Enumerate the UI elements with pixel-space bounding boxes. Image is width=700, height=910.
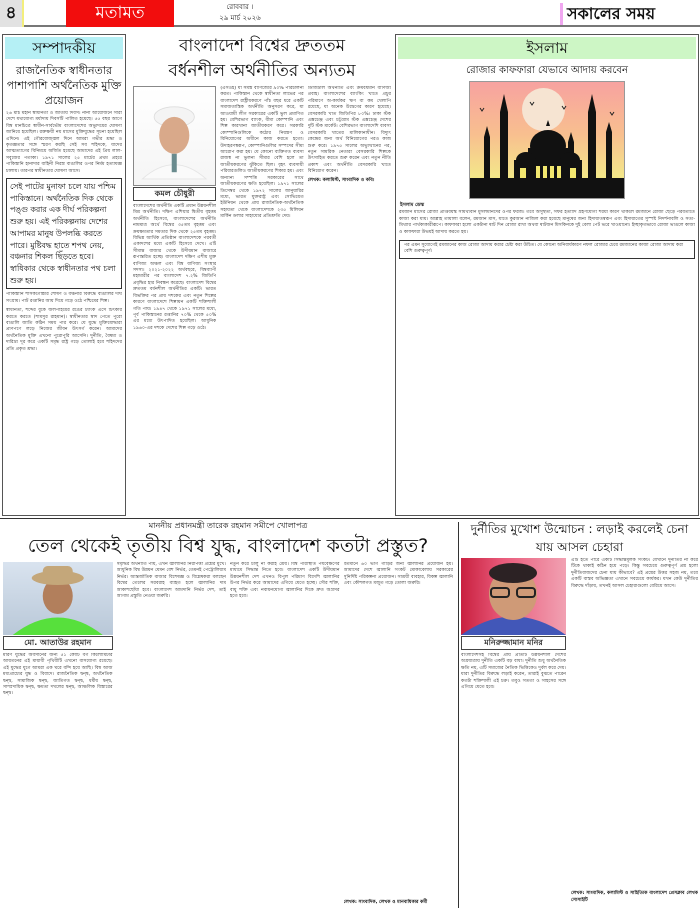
author-caption: কমল চৌধুরী — [133, 187, 216, 201]
open-letter-col2-wrap — [117, 562, 227, 906]
open-letter-col4-wrap — [344, 562, 454, 906]
editorial-box-title: সম্পাদকীয় — [5, 37, 123, 59]
islam-title: রোজার কাফফারা যেভাবে আদায় করবেন — [466, 65, 628, 76]
open-letter-kicker: মাননীয় প্রধানমন্ত্রী তারেক রহমান সমীপে খোলাপত্র — [148, 521, 308, 530]
day-label: রোববার । — [226, 3, 254, 11]
mosque-silhouette-icon — [470, 82, 625, 199]
author-photo — [133, 86, 216, 186]
corruption-section — [461, 520, 698, 908]
corruption-col2-wrap — [571, 558, 698, 904]
editorial-side-text: পাকিস্তানি শাসকগোষ্ঠীর শোষণ ও বঞ্চনার বিরুদ্ধে বাঙালির দীর্ঘ সংগ্রাম। পাট রপ্তানির আয় দিয়ে গড়ে ওঠে পশ্চিমের শিল্প। — [6, 292, 122, 304]
corruption-author-caption: মনিরুজ্জামান মনির — [461, 636, 566, 650]
corruption-byline: লেখক: সাংবাদিক, কলামিস্ট ও সাহিত্যিক বাংলাদেশ প্রেসক্লাব লেখক সোসাইটি — [571, 891, 698, 903]
main-article-col3-wrap — [308, 86, 391, 514]
main-article-col1-wrap — [133, 86, 216, 514]
open-letter-section — [0, 520, 456, 908]
section-divider — [0, 518, 700, 519]
editorial-pull-quote: সেই পাটের মুনাফা চলে যায় পশ্চিম পাকিস্তানে। অর্থনৈতিক দিক থেকে পঙ্গু করার এক দীর্ঘ পরিকল্পনা শুরু হয়। এই পরিকল্পনায় দেশের আপামর মানুষ উপলব্ধি করতে পারে। মুষ্টিবদ্ধ হাতে শপথ নেয়, বঞ্চনার শিকল ছিঁড়তে হবে। স্বাধিকার থেকে স্বাধীনতার পথ চলা শুরু হয়। — [6, 178, 122, 289]
open-letter-col3: নতুন করে চালু না করাই শ্রেয়। বিশ্ব পরিস্থিতি পর্যবেক্ষণের মাধ্যমে সিদ্ধান্ত নিতে হবে। বাংলাদেশ একটি উদীয়মান উন্নয়নশীল দেশ এখনও বিপুল পরিমাণ বিদেশি জ্বালানির উপর নির্ভর করে আমাদের এগিয়ে যেতে হচ্ছে। সৌর শক্তি, বায়ু শক্তি এবং নবায়নযোগ্য জ্বালানির দিকে দ্রুত অগ্রসর হতে হবে। — [230, 562, 340, 600]
corruption-col2: এটি হতে পারে একটি সিদ্ধান্তমূলক সংকট। যেখানে দুর্নীতির না করে টিকে থাকাই কঠিন হয়ে পড়ে। কিন্তু সবচেয়ে গুরুত্বপূর্ণ প্রশ্ন হলো দুর্নীতিবাজদের চেনা যায় কীভাবে? এই প্রশ্নের উত্তর সহজ নয়, তবে একটি বাস্তব অভিজ্ঞতা এখানে সবচেয়ে কার্যকর। যখন কেউ দুর্নীতির বিরুদ্ধে দাঁড়ায়, তখনই আসল চেহারাগুলো বেরিয়ে আসে। — [571, 558, 698, 589]
section-label: মতামত — [66, 0, 174, 27]
page-header — [0, 0, 700, 27]
main-article — [133, 34, 391, 516]
corruption-col1-wrap — [461, 558, 566, 904]
corruption-body — [461, 558, 698, 904]
main-article-col2: (এসওই) যা সমস্ত বাণিজ্যের ৯০% পরিচালনা করত। পাকিস্তান থেকে স্বাধীনতা লাভের পর বাংলাদেশ রাষ্ট্রীয়করণে পাঁচ বছর ধরে একটি সমাজতান্ত্রিক অর্থনীতি অনুসরণ করে, যা আওয়ামী লীগ সরকারের একটি ভুল প্রমাণিত হয়। বেশিরভাগ ব্যাংক, বীমা কোম্পানি এবং শিল্প কারখানা জাতীয়করণ করে। সরকারি কোম্পানিগুলিকে কঠোর নিয়ন্ত্রণ ও বিনিয়োগের অধীনে কাজ করতে হতো। উদাহরণস্বরূপ, কোম্পানিগুলির সম্পদের সীমা আরোপ করা হয়। যে কোনো ব্যক্তিগত ব্যবসা রাজস্ব না ভুলনা সীমার বেশি হলে তা জাতীয়করণের ঝুঁকিতে ছিল। বৃহৎ ব্যবসায়ী পরিবারগুলিও জাতীয়করণের শিকার হয়। এবং অন্যান্য সম্পত্তি সরকারের সাথে জাতীয়করণের ক্ষতি হয়েছিল। ১৯৭১ সালের ডিসেম্বর থেকে ১৯৭২ সালের জানুয়ারির মধ্যে, ভারত যুক্তরাষ্ট্র এবং সোভিয়েত ইউনিয়ন থেকে প্রায় রাজনৈতিক-অর্থনৈতিক সহায়তা থেকে বাংলাদেশকে ২৩৫ মিলিয়ন মার্কিন ডলার সাহায্যের প্রতিশ্রুতি দেয়। — [220, 86, 304, 220]
corruption-author-photo — [461, 558, 566, 635]
open-letter-col3-wrap — [230, 562, 340, 906]
editorial-body: স্বাধীনতা, শব্দের বুকে জলপাইয়ের রঙের ট্যাংক এসে চিৎকার করতে করতে (শামসুর রাহমান)। স্বাধীনতার স্বাদ পেতে পুরো বাঙালি জাতি কঠিন সময় পার করে। যে যুদ্ধে মুক্তিযোদ্ধারা প্রাণপণে লড়ে নিজের জীবন উৎসর্গ করেন। আমাদের অর্থনৈতিক মুক্তি এখনো পুরোপুরি আসেনি। দুর্নীতি, বৈষম্য ও দারিদ্র্য দূর করে একটি সমৃদ্ধ রাষ্ট্র গড়ে তোলাই হবে শহিদদের প্রতি প্রকৃত শ্রদ্ধা। — [6, 308, 122, 352]
author-portrait-icon — [3, 562, 113, 635]
main-article-body — [133, 86, 391, 514]
column-divider — [458, 522, 459, 908]
editorial-title: রাজনৈতিক স্বাধীনতার পাশাপাশি অর্থনৈতিক মুক্তি প্রয়োজন — [6, 64, 122, 107]
islam-desk-label: ইসলাম ডেস্ক — [400, 203, 424, 208]
author-portrait-icon — [134, 87, 215, 186]
open-letter-headline: তেল থেকেই তৃতীয় বিশ্ব যুদ্ধ, বাংলাদেশ কতটা প্রস্তুত? — [27, 535, 429, 557]
open-letter-col1: মারণ যুদ্ধের অবসানের জন্য ৫১ কোটি বর্গ কিলোমিটার আয়তনের এই মায়াবী পৃথিবীটি এখনো বাসযোগ্য রয়েছে। এই যুদ্ধের যুগে আমরা এক ঘরে বন্দি হয়ে আছি। বিশ্ব আজ মধ্যপ্রাচ্যের যুদ্ধ ও বিবাদে। রাজনৈতিক দ্বন্দ্ব, অর্থনৈতিক দ্বন্দ্ব, সামাজিক দ্বন্দ্ব, জাতিগত দ্বন্দ্ব, ধর্মীয় দ্বন্দ্ব, সাম্প্রদায়িক দ্বন্দ্ব, ক্ষমতা দখলের দ্বন্দ্ব, আঞ্চলিক বিস্তারের দ্বন্দ্ব। — [3, 653, 113, 697]
corruption-col1: বাংলাদেশসহ বিশ্বের প্রায় প্রতিটি উন্নয়নশীল দেশের অগ্রযাত্রায় দুর্নীতি একটি বড় বাধা। দুর্নীতি শুধু অর্থনৈতিক ক্ষতি নয়, এটি সমাজের নৈতিক ভিত্তিকেও দুর্বল করে দেয়। যারা দুর্নীতির বিরুদ্ধে লড়াই করেন, তারাই বুঝতে পারেন কতটা শক্তিশালী এই চক্র। তবুও সততা ও সাহসের সঙ্গে এগিয়ে যেতে হবে। — [461, 653, 566, 691]
editorial-column — [2, 34, 126, 516]
open-letter-byline: লেখক: সাংবাদিক, লেখক ও মানবাধিকার কর্মী — [343, 899, 428, 905]
open-letter-col4: বর্তমানে ৬০ ভাগ গাড়ির জন্য জ্বালানির প্রয়োজন হয়। আমাদের দেশে জ্বালানি সংকট মোকাবেলায় সরকারের সুনির্দিষ্ট পরিকল্পনা প্রয়োজন। সাশ্রয়ী ব্যবহার, বিকল্প জ্বালানি এবং কৌশলগত মজুত গড়ে তোলা জরুরি। — [343, 562, 453, 587]
main-headline — [133, 34, 391, 86]
main-article-col3: ডিজিটাল অর্থনীতি এবং ক্রমবর্ধমান বাণিজ্য প্রবাহ। বাংলাদেশের ব্যাংকিং খাতে প্রচুর পরিমাণে অ-কার্যকর ঋণ বা কম খেলাপি রয়েছে, যা অনেক উদ্বেগের কারণ হয়েছে। বেসরকারি খাত জিডিপির ৮০%। ঢাকা স্টক এক্সচেঞ্জ এবং চট্টগ্রাম স্টক এক্সচেঞ্জ দেশের দুটি স্টক মার্কেট। বেশিরভাগ বাংলাদেশি ব্যবসা বেসরকারি খাতের মালিকানাধীন। বিদ্যুৎ কেন্দ্রের জন্য অর্থ বিনিয়োগের পরও কাজ শুরু করে। ১৯৭৫ সালের অভ্যুত্থানের পর, নতুন সামরিক নেতারা বেসরকারি শিল্পকে উৎসাহিত করতে শুরু করেন এবং নতুন নীতি প্রকাশ এবং অর্থনীতি বেসরকারি খাতে বিনিয়োগ করেন। — [307, 86, 391, 175]
islam-note-box: পর এমন সুযোগেই রমজানের কাজ রোজা আদায় করার চেষ্টা করা উচিত। যে কোনো অনিবার্যকারণ নফল রোজার চেয়ে রমজানের কাজা রোজা আদায় করা বেশি গুরুত্বপূর্ণ। — [399, 240, 695, 259]
headline-line-1: বাংলাদেশ বিশ্বের দ্রুততম — [178, 36, 346, 56]
corruption-headline: দুর্নীতির মুখোশ উন্মোচন : লড়াই করলেই চেনা যায় আসল চেহারা — [470, 522, 689, 554]
open-letter-author-photo — [3, 562, 113, 635]
open-letter-body — [0, 562, 456, 906]
islam-body: রমজান মাসের রোজা প্রাপ্তবয়স্ক সামর্থ্যবান মুসলমানদের ওপর ফরজ। তবে অসুস্থতা, সফর ইত্যাদি গ্রহণযোগ্য শরয়ী কারণ থাকলে রমজানে রোজা ছেড়ে পরবর্তীতে কাজা করা যায়। আল্লাহ তায়ালা বলেন, রমজান মাস, যাতে কুরআন নাজিল করা হয়েছে মানুষের জন্য হিদায়াতস্বরূপ এবং হিদায়াতের সুস্পষ্ট নিদর্শনাবলি ও সত্য-মিথ্যার পার্থক্যকারীরূপে। কাফফারা হলো একটানা ষাট দিন রোজা রাখা অথবা ষাটজন মিসকিনকে দুই বেলা পেট ভরে খাওয়ানো। ইচ্ছাকৃতভাবে রোজা ভাঙলে কাজা ও কাফফারা উভয়ই আদায় করতে হয়। — [399, 210, 696, 235]
editorial-intro: ২৬ মার্চ মহান স্বাধীনতা ও জাতীয় দিবস। নানা আয়োজনে সারা দেশে যথাযোগ্য মর্যাদায় দিবসটি পালিত হয়েছে। ৫৫ বছর আগে বিশ্ব মানচিত্রে স্বাধীন-সার্বভৌম বাংলাদেশের অভ্যুদয়ের ঘোষণা জানিয়ে হয়েছিল। রক্তক্ষয়ী নয় মাসের মুক্তিযুদ্ধের সূচনা হয়েছিল এদিনে। এই গৌরবোজ্জ্বল দিনে আমরা গভীর শ্রদ্ধা ও কৃতজ্ঞতার সঙ্গে স্মরণ করছি সেই সব শহিদকে, যাদের আত্মত্যাগের বিনিময়ে অর্জিত হয়েছে আমাদের এই প্রিয় লাল-সবুজের পতাকা। ১৯৭১ সালের ২৫ মার্চের প্রথম প্রহরে পাকিস্তানি হানাদার বাহিনী নিরস্ত্র বাঙালির ওপর নির্মম হত্যাযজ্ঞ চালায়। তারপর স্বাধীনতার ঘোষণা আসে। — [6, 111, 122, 174]
mosque-image — [469, 81, 625, 199]
author-portrait-icon — [461, 558, 566, 635]
headline-line-2: বর্ধনশীল অর্থনীতির অন্যতম — [168, 61, 356, 81]
main-article-col1: বাংলাদেশের অর্থনীতি একটি প্রধান উন্নয়নশীল মিশ্র অর্থনীতি। দক্ষিণ এশিয়ার দ্বিতীয় বৃহত্তম অর্থনীতি হিসেবে, বাংলাদেশের অর্থনীতি নামমাত্র অর্থে বিশ্বের ৩৫তম বৃহত্তম এবং ক্রয়ক্ষমতার সমতার দিক থেকে ২৫তম বৃহত্তম। বিভিন্ন আর্থিক প্রতিষ্ঠান বাংলাদেশকে পরবর্তী একাদশের মধ্যে একটি হিসেবে দেখে। এটি সীমান্ত বাজার থেকে উদীয়মান বাজারে রূপান্তরিত হচ্ছে। বাংলাদেশ দক্ষিণ এশীয় মুক্ত বাণিজ্য অঞ্চল এবং বিশ্ব বাণিজ্য সংস্থার সদস্য। ২০২১-২০২২ অর্থবছরে, বিশ্বব্যাপী মহামারীর পর বাংলাদেশ ৭.২% জিডিপি প্রবৃদ্ধির হার নিবন্ধন করেছে। বাংলাদেশ বিশ্বের দ্রুততম বর্ধনশীল অর্থনীতির একটি। ভারত বিভক্তির পর প্রায় দশকের এবং নতুন শিল্পের কারণে বাংলাদেশে শিল্পায়ন একটি শক্তিশালী গতি পায়। ১৯৪৭ থেকে ১৯৭১ সালের মধ্যে, পূর্ব পাকিস্তানের রপ্তানির ৭০% থেকে ৫০% এর মধ্যে উৎপাদিত হয়েছিল। আধুনিক ১৯৬০-এর দশকে দেশের শিল্প গড়ে ওঠে। — [133, 204, 217, 331]
date-block — [200, 2, 280, 24]
islam-box-title: ইসলাম — [398, 37, 696, 59]
islam-column — [395, 34, 699, 516]
date-label: ২৯ মার্চ ২০২৬ — [219, 14, 261, 22]
open-letter-col1-wrap — [3, 562, 113, 906]
newspaper-logo: সকালের সময় — [560, 3, 698, 25]
open-letter-author-caption: মো. আতাউর রহমান — [3, 636, 113, 650]
open-letter-col2: সমৃদ্ধির অর্থনীতি পায়, এখন জ্বালানির নিরাপত্তা প্রশ্নের মুখে। আধুনিক বিশ্ব উন্নয়ন যেমন বেশ নির্ভর, তেমনই পেট্রোলিয়াম নির্ভর। আন্তর্জাতিক বাজার বিশেষজ্ঞ ও বিশ্লেষকরা বলছেন বিশ্বের তেলের সরবরাহ ব্যাহত হলে জ্বালানির দাম আকাশছোঁয়া হবে। বাংলাদেশ আমদানি নির্ভর দেশ, তাই আগাম প্রস্তুতি নেওয়া জরুরি। — [116, 562, 226, 600]
main-article-byline: লেখক: কলামিস্ট, সাংবাদিক ও কবি। — [307, 177, 375, 183]
page-number: ৪ — [0, 0, 24, 27]
